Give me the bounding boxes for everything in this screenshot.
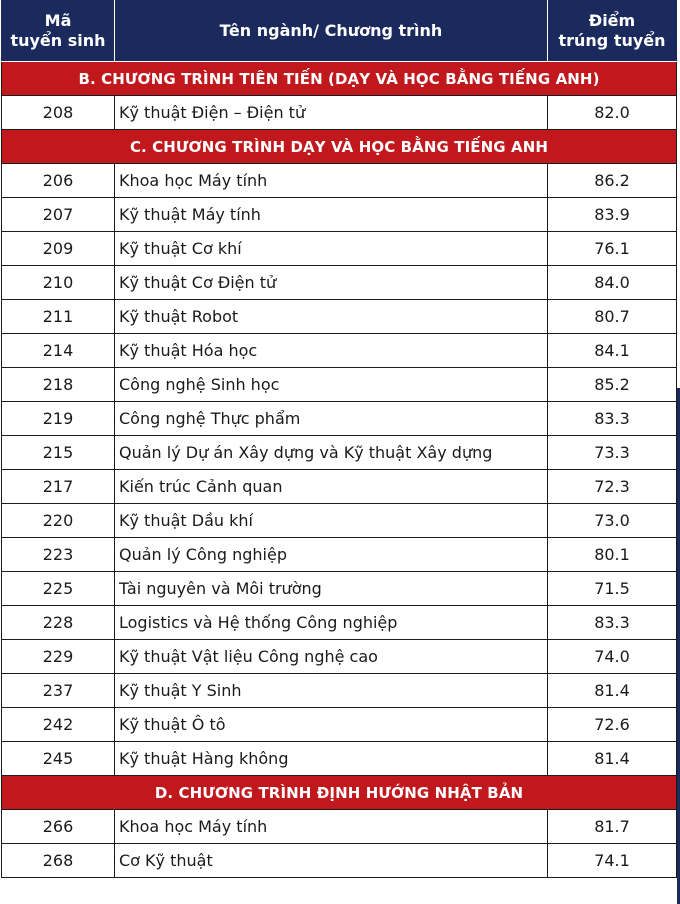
admission-score-cell: 74.1 xyxy=(548,844,677,878)
table-row xyxy=(2,674,677,708)
table-row xyxy=(2,844,677,878)
admission-code-cell: 242 xyxy=(2,708,115,742)
table-row xyxy=(2,198,677,232)
admission-code-cell: 211 xyxy=(2,300,115,334)
program-name-cell: Kỹ thuật Cơ Điện tử xyxy=(115,266,548,300)
program-name-cell: Tài nguyên và Môi trường xyxy=(115,572,548,606)
admission-score-cell: 71.5 xyxy=(548,572,677,606)
admission-code-cell: 206 xyxy=(2,164,115,198)
admission-score-cell: 85.2 xyxy=(548,368,677,402)
admission-score-cell: 82.0 xyxy=(548,96,677,130)
table-row xyxy=(2,436,677,470)
table-body xyxy=(2,62,677,878)
admission-code-cell: 237 xyxy=(2,674,115,708)
header-code-line2: tuyển sinh xyxy=(10,31,106,50)
program-name-cell: Logistics và Hệ thống Công nghiệp xyxy=(115,606,548,640)
admission-code-cell: 223 xyxy=(2,538,115,572)
admission-code-cell: 207 xyxy=(2,198,115,232)
table-row xyxy=(2,606,677,640)
admission-score-table xyxy=(1,0,677,878)
admission-code-cell: 209 xyxy=(2,232,115,266)
admission-code-cell: 229 xyxy=(2,640,115,674)
program-name-cell: Công nghệ Sinh học xyxy=(115,368,548,402)
admission-score-cell: 84.0 xyxy=(548,266,677,300)
section-header-row xyxy=(2,130,677,164)
table-row xyxy=(2,470,677,504)
program-name-cell: Cơ Kỹ thuật xyxy=(115,844,548,878)
admission-code-cell: 228 xyxy=(2,606,115,640)
program-name-cell: Kỹ thuật Cơ khí xyxy=(115,232,548,266)
table-row xyxy=(2,810,677,844)
admission-code-cell: 245 xyxy=(2,742,115,776)
admission-score-cell: 74.0 xyxy=(548,640,677,674)
admission-score-cell: 80.1 xyxy=(548,538,677,572)
admission-code-cell: 225 xyxy=(2,572,115,606)
admission-code-cell: 214 xyxy=(2,334,115,368)
section-title: D. CHƯƠNG TRÌNH ĐỊNH HƯỚNG NHẬT BẢN xyxy=(2,776,677,810)
table-row xyxy=(2,164,677,198)
program-name-cell: Khoa học Máy tính xyxy=(115,810,548,844)
admission-code-cell: 220 xyxy=(2,504,115,538)
admission-code-cell: 215 xyxy=(2,436,115,470)
admission-score-cell: 86.2 xyxy=(548,164,677,198)
section-title: C. CHƯƠNG TRÌNH DẠY VÀ HỌC BẰNG TIẾNG ANH xyxy=(2,130,677,164)
program-name-cell: Kỹ thuật Điện – Điện tử xyxy=(115,96,548,130)
admission-code-cell: 218 xyxy=(2,368,115,402)
admission-code-cell: 210 xyxy=(2,266,115,300)
program-name-cell: Khoa học Máy tính xyxy=(115,164,548,198)
section-header-row xyxy=(2,776,677,810)
program-name-cell: Kiến trúc Cảnh quan xyxy=(115,470,548,504)
table-row xyxy=(2,96,677,130)
program-name-cell: Kỹ thuật Dầu khí xyxy=(115,504,548,538)
program-name-cell: Quản lý Công nghiệp xyxy=(115,538,548,572)
table-row xyxy=(2,640,677,674)
table-row xyxy=(2,572,677,606)
admission-score-cell: 73.3 xyxy=(548,436,677,470)
table-row xyxy=(2,368,677,402)
table-header xyxy=(2,1,677,62)
admission-score-cell: 83.3 xyxy=(548,402,677,436)
table-row xyxy=(2,504,677,538)
table-row xyxy=(2,402,677,436)
admission-score-cell: 83.3 xyxy=(548,606,677,640)
admission-score-cell: 76.1 xyxy=(548,232,677,266)
table-row xyxy=(2,334,677,368)
program-name-cell: Kỹ thuật Hóa học xyxy=(115,334,548,368)
admission-code-cell: 217 xyxy=(2,470,115,504)
admission-score-cell: 83.9 xyxy=(548,198,677,232)
section-header-row xyxy=(2,62,677,96)
admission-score-cell: 72.3 xyxy=(548,470,677,504)
program-name-cell: Kỹ thuật Vật liệu Công nghệ cao xyxy=(115,640,548,674)
admission-score-cell: 84.1 xyxy=(548,334,677,368)
program-name-cell: Kỹ thuật Y Sinh xyxy=(115,674,548,708)
table-row xyxy=(2,232,677,266)
admission-score-cell: 80.7 xyxy=(548,300,677,334)
table-row xyxy=(2,266,677,300)
program-name-cell: Kỹ thuật Ô tô xyxy=(115,708,548,742)
header-score-line2: trúng tuyển xyxy=(558,31,666,50)
table-row xyxy=(2,538,677,572)
header-admission-score xyxy=(548,1,677,62)
header-admission-code xyxy=(2,1,115,62)
header-row xyxy=(2,1,677,62)
program-name-cell: Quản lý Dự án Xây dựng và Kỹ thuật Xây dựng xyxy=(115,436,548,470)
admission-score-cell: 73.0 xyxy=(548,504,677,538)
admission-score-cell: 81.4 xyxy=(548,742,677,776)
admission-score-cell: 81.7 xyxy=(548,810,677,844)
admission-code-cell: 208 xyxy=(2,96,115,130)
table-row xyxy=(2,708,677,742)
admission-code-cell: 219 xyxy=(2,402,115,436)
header-score-line1: Điểm xyxy=(588,11,636,30)
program-name-cell: Kỹ thuật Robot xyxy=(115,300,548,334)
admission-code-cell: 266 xyxy=(2,810,115,844)
program-name-cell: Công nghệ Thực phẩm xyxy=(115,402,548,436)
program-name-cell: Kỹ thuật Hàng không xyxy=(115,742,548,776)
table-row xyxy=(2,742,677,776)
header-program-name: Tên ngành/ Chương trình xyxy=(115,1,548,62)
table-row xyxy=(2,300,677,334)
section-title: B. CHƯƠNG TRÌNH TIÊN TIẾN (DẠY VÀ HỌC BẰNG TIẾNG ANH) xyxy=(2,62,677,96)
program-name-cell: Kỹ thuật Máy tính xyxy=(115,198,548,232)
admission-score-cell: 81.4 xyxy=(548,674,677,708)
admission-score-cell: 72.6 xyxy=(548,708,677,742)
header-code-line1: Mã xyxy=(44,11,72,30)
admission-code-cell: 268 xyxy=(2,844,115,878)
